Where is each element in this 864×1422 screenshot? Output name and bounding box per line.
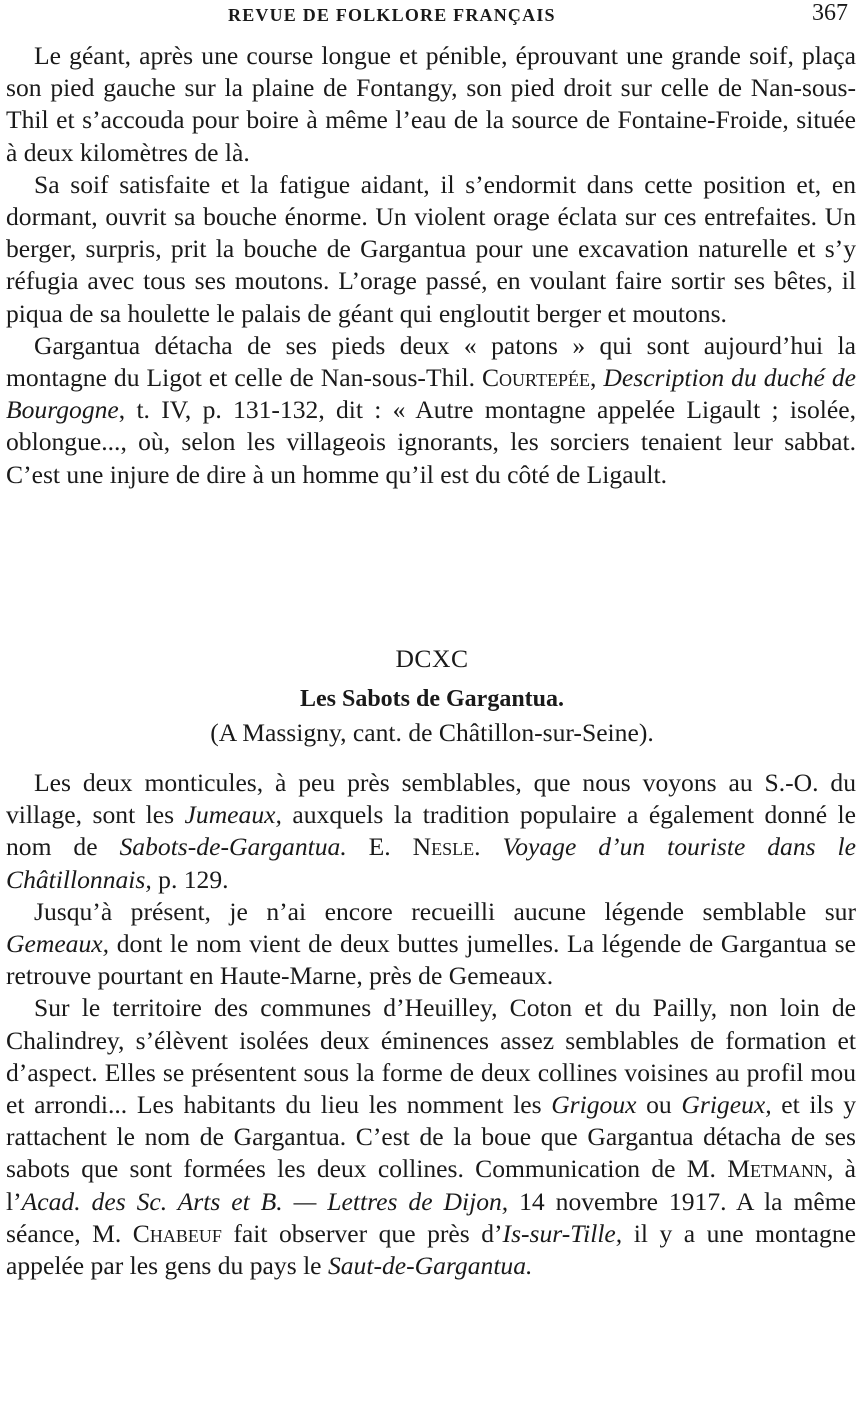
p4-text-c: E. xyxy=(346,832,413,862)
p6-italic-grigeux: Grigeux, xyxy=(681,1090,772,1120)
p4-text-e: p. 129. xyxy=(151,864,229,894)
p3-text-c: , t. IV, p. 131-132, dit : « Autre montagne appelée Ligault ; isolée, oblongue..., où, selon les villageois ignorants, les sorciers tenaient leur sabbat. C’est une injure de dire à un homme qu’il est du côté de Ligault. xyxy=(6,395,856,489)
p6-text-b: ou xyxy=(636,1090,682,1120)
p4-italic-sabots: Sabots-de-Gargantua. xyxy=(119,832,347,862)
author-nesle: Nesle xyxy=(412,832,475,862)
text-block-bottom xyxy=(6,767,856,1282)
p6-text-f: fait observer que près d’ xyxy=(221,1218,503,1248)
text-block-top xyxy=(6,40,856,491)
p4-text-a: Les deux monticules, à peu près semblables, que nous voyons au S.-O. du village, sont les xyxy=(6,768,856,830)
p5-italic-gemeaux: Gemeaux, xyxy=(6,929,110,959)
p4-text-b: auxquels la tradition populaire a également donné le nom de xyxy=(6,800,856,862)
p6-text-g: il y a une montagne appelée par les gens du pays le xyxy=(6,1218,856,1281)
p6-italic-saut: Saut-de-Gargantua. xyxy=(327,1251,533,1281)
page-number: 367 xyxy=(812,0,848,26)
p6-italic-acad: Acad. des Sc. Arts et B. — Lettres de Dijon, xyxy=(21,1186,509,1216)
p6-text-c: et ils y rattachent le nom de Gargantua. C’est de la boue que Gargantua détacha de ses sabots que sont formées les deux collines. Communication de M. xyxy=(6,1090,857,1184)
paragraph-5 xyxy=(6,896,856,993)
p6-italic-is-sur-tille: Is-sur-Tille, xyxy=(502,1218,623,1248)
p5-text-a: Jusqu’à présent, je n’ai encore recueilli aucune légende semblable sur xyxy=(34,896,856,926)
p5-text-b: dont le nom vient de deux buttes jumelles. La légende de Gargantua se retrouve pourtant en Haute-Marne, près de Gemeaux. xyxy=(6,929,856,991)
p4-text-d: . xyxy=(474,832,503,862)
paragraph-1: Le géant, après une course longue et pénible, éprouvant une grande soif, plaça son pied gauche sur la plaine de Fontangy, son pied droit sur celle de Nan-sous-Thil et s’accouda pour boire à même l’eau de la source de Fontaine-Froide, située à deux kilomètres de là. xyxy=(6,41,856,167)
author-chabeuf: Chabeuf xyxy=(132,1218,222,1248)
paragraph-4 xyxy=(6,767,856,896)
paragraph-6 xyxy=(6,992,856,1282)
paragraph-3 xyxy=(6,330,856,491)
section-title: Les Sabots de Gargantua. xyxy=(299,686,565,712)
author-courtepee: Courtepée xyxy=(481,363,590,393)
paragraph-2: Sa soif satisfaite et la fatigue aidant, il s’endormit dans cette position et, en dormant, ouvrit sa bouche énorme. Un violent orage éclata sur ces entrefaites. Un berger, surpris, prit la bouche de Gargantua pour une excavation naturelle et s’y réfugia avec tous ses moutons. L’orage passé, en voulant faire sortir ses bêtes, il piqua de sa houlette le palais de géant qui engloutit berger et moutons. xyxy=(6,169,856,328)
p6-text-e: 14 novembre 1917. A la même séance, M. xyxy=(6,1186,856,1248)
p4-italic-voyage: Voyage d’un touriste dans le Châtillonnais, xyxy=(6,832,856,894)
p3-text-a: Gargantua détacha de ses pieds deux « patons » qui sont aujourd’hui la montagne du Ligot et celle de Nan-sous-Thil. xyxy=(6,330,856,393)
p6-italic-grigoux: Grigoux xyxy=(551,1090,637,1120)
p6-text-a: Sur le territoire des communes d’Heuilley, Coton et du Pailly, non loin de Chalindrey, s’élèvent isolées deux éminences assez semblables de formation et d’aspect. Elles se présentent sous la forme de deux collines voisines au profil mou et arrondi... Les habitants du lieu les nomment les xyxy=(6,993,856,1120)
p6-text-d: , à l’ xyxy=(6,1154,856,1216)
section-place: (A Massigny, cant. de Châtillon-sur-Seine). xyxy=(210,718,654,747)
p3-text-b: , xyxy=(589,363,604,393)
section-number: DCXC xyxy=(395,644,469,673)
p4-italic-jumeaux: Jumeaux, xyxy=(184,800,282,830)
running-header xyxy=(0,0,864,34)
book-title-description: Description du duché de Bourgogne xyxy=(6,363,856,425)
running-title: REVUE DE FOLKLORE FRANÇAIS xyxy=(228,5,556,25)
author-metmann: Metmann xyxy=(727,1154,827,1184)
